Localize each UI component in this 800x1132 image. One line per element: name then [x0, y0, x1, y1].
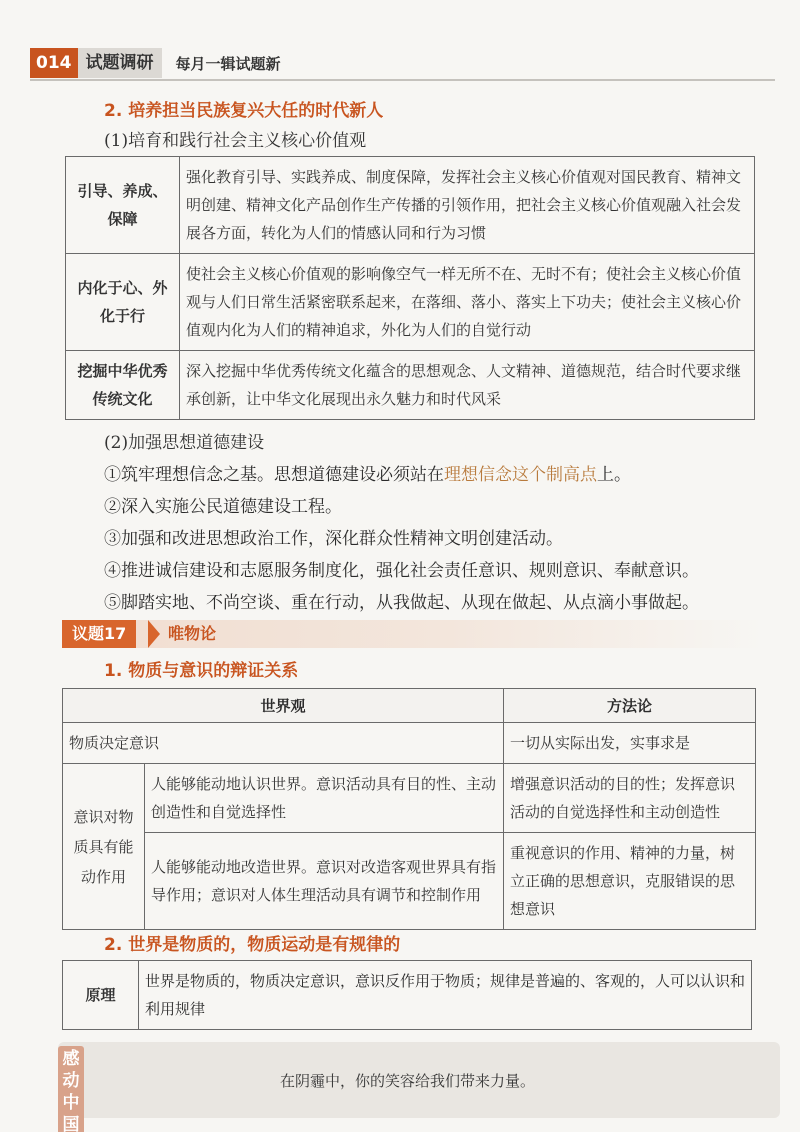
cell-worldview: 物质决定意识 [63, 723, 504, 764]
values-table [65, 156, 755, 420]
section-heading: 2. 世界是物质的，物质运动是有规律的 [104, 935, 401, 955]
table-header-row [63, 689, 756, 723]
column-header-methodology: 方法论 [504, 689, 756, 723]
table-row [66, 157, 755, 254]
row-text: 世界是物质的，物质决定意识，意识反作用于物质；规律是普遍的、客观的，人可以认识和利用规律 [139, 961, 752, 1030]
row-label: 引导、养成、保障 [66, 157, 180, 254]
topic-tag: 议题17 [62, 620, 136, 648]
highlighted-text: 理想信念这个制高点 [444, 465, 597, 485]
column-header-worldview: 世界观 [63, 689, 504, 723]
row-text: 使社会主义核心价值观的影响像空气一样无所不在、无时不有；使社会主义核心价值观与人们日常生活紧密联系起来，在落细、落小、落实上下功夫；使社会主义核心价值观内化为人们的精神追求，外化为人们的自觉行动 [180, 254, 755, 351]
header-divider [30, 79, 775, 81]
row-label: 意识对物质具有能动作用 [63, 764, 145, 930]
subsection-heading: (2)加强思想道德建设 [104, 433, 265, 453]
table-row [63, 723, 756, 764]
principle-table [62, 960, 752, 1030]
table-row [66, 351, 755, 420]
cell-methodology: 重视意识的作用、精神的力量，树立正确的思想意识，克服错误的思想意识 [504, 833, 756, 930]
subsection-heading: (1)培育和践行社会主义核心价值观 [104, 131, 367, 151]
page-number: 014 [30, 48, 78, 78]
list-item: ②深入实施公民道德建设工程。 [104, 497, 342, 517]
topic-name: 唯物论 [168, 624, 217, 643]
footer-quote: 在阴霾中，你的笑容给我们带来力量。 [280, 1072, 536, 1090]
chevron-right-icon [148, 620, 160, 648]
item-text: ①筑牢理想信念之基。思想道德建设必须站在 [104, 465, 444, 485]
table-row [66, 254, 755, 351]
list-item: ③加强和改进思想政治工作，深化群众性精神文明创建活动。 [104, 529, 563, 549]
cell-worldview: 人能够能动地改造世界。意识对改造客观世界具有指导作用；意识对人体生理活动具有调节和控制作用 [145, 833, 504, 930]
dialectics-table [62, 688, 756, 930]
topic-banner [62, 620, 762, 648]
page-header [30, 48, 281, 78]
row-label: 挖掘中华优秀传统文化 [66, 351, 180, 420]
table-row [63, 961, 752, 1030]
list-item: ⑤脚踏实地、不尚空谈、重在行动，从我做起、从现在做起、从点滴小事做起。 [104, 593, 699, 613]
row-text: 深入挖掘中华优秀传统文化蕴含的思想观念、人文精神、道德规范，结合时代要求继承创新，让中华文化展现出永久魅力和时代风采 [180, 351, 755, 420]
row-label: 内化于心、外化于行 [66, 254, 180, 351]
cell-methodology: 一切从实际出发，实事求是 [504, 723, 756, 764]
table-row [63, 764, 756, 833]
section-title: 试题调研 [78, 48, 162, 78]
table-row [63, 833, 756, 930]
row-text: 强化教育引导、实践养成、制度保障，发挥社会主义核心价值观对国民教育、精神文明创建、精神文化产品创作生产传播的引领作用，把社会主义核心价值观融入社会发展各方面，转化为人们的情感认同和行为习惯 [180, 157, 755, 254]
row-label: 原理 [63, 961, 139, 1030]
item-text: 上。 [597, 465, 631, 485]
cell-worldview: 人能够能动地认识世界。意识活动具有目的性、主动创造性和自觉选择性 [145, 764, 504, 833]
section-heading: 1. 物质与意识的辩证关系 [104, 661, 299, 681]
footer-side-label: 感动中国 [58, 1046, 84, 1132]
list-item: ④推进诚信建设和志愿服务制度化，强化社会责任意识、规则意识、奉献意识。 [104, 561, 699, 581]
cell-methodology: 增强意识活动的目的性；发挥意识活动的自觉选择性和主动创造性 [504, 764, 756, 833]
section-heading: 2. 培养担当民族复兴大任的时代新人 [104, 101, 384, 121]
list-item [104, 460, 631, 485]
header-subtitle: 每月一辑试题新 [175, 54, 281, 73]
